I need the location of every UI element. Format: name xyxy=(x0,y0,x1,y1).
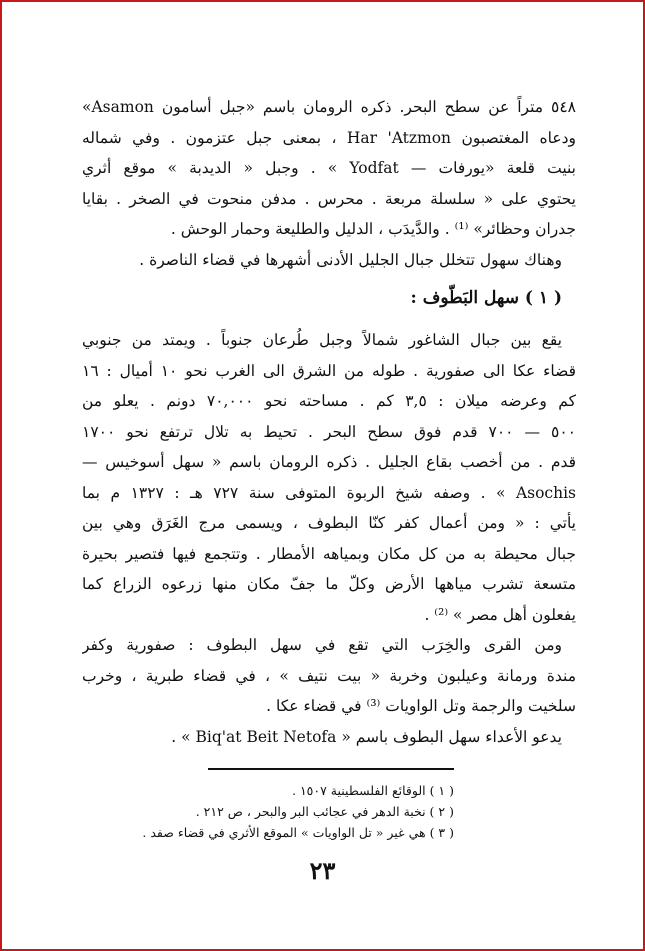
footnote-divider xyxy=(208,768,454,770)
text-line: وهناك سهول تتخلل جبال الجليل الأدنى أشهرها في قضاء الناصرة . xyxy=(139,250,562,269)
text-line: مندة ورمانة وعيلبون وخربة « بيت نتيف » ، في قضاء طبرية ، وخرب xyxy=(82,666,576,685)
text-line: بنيت قلعة «يورفات — Yodfat » . وجبل « الديدبة » موقع أثري xyxy=(82,159,576,177)
text-line: كم وعرضه ميلان : ٣,٥ كم . مساحته نحو ٧٠,٠٠٠ دونم . يعلو من xyxy=(82,392,576,410)
text-line: متسعة تشرب مياهها الأرض وكلّ ما جفّ مكان منها زرعوه الزراع كما xyxy=(82,575,576,593)
text-line: يأتي : « ومن أعمال كفر كنّا البطوف ، ويسمى مرج الغَرَق وهي بين xyxy=(82,514,576,532)
footnote-2: ( ٢ ) نخبة الدهر في عجائب البر والبحر ، ص ٢١٢ . xyxy=(195,804,454,819)
text-line: يحتوي على « سلسلة مربعة . محرس . مدفن منحوت في الصخر . بقايا xyxy=(82,189,576,208)
footnote-1: ( ١ ) الوقائع الفلسطينية ١٥٠٧ . xyxy=(292,783,454,798)
footnotes xyxy=(142,780,454,843)
page-number: ٢٣ xyxy=(309,856,336,885)
text-line: يدعو الأعداء سهل البطوف باسم « Biq'at Beit Netofa » . xyxy=(171,727,562,746)
text-line: ٥٤٨ متراً عن سطح البحر. ذكره الرومان باسم «جبل أسامون Asamon» xyxy=(82,98,576,116)
paragraph-3 xyxy=(82,630,576,722)
text-line: يقع بين جبال الشاغور شمالاً وجبل طُرعان جنوباً . ويمتد من جنوبي xyxy=(82,331,562,349)
text-line: Asochis » . وصفه شيخ الربوة المتوفى سنة ٧٢٧ هـ : ١٣٢٧ م بما xyxy=(82,483,576,502)
text-line: ٥٠٠ — ٧٠٠ قدم فوق سطح البحر . تحيط به تلال ترتفع نحو ١٧٠٠ xyxy=(82,422,576,441)
text-line: ومن القرى والخِرَب التي تقع في سهل البطوف : صفورية وكفر xyxy=(82,636,562,654)
page-body xyxy=(82,92,576,752)
paragraph-2 xyxy=(82,325,576,630)
text-line: قضاء عكا الى صفورية . طوله من الشرق الى الغرب نحو ١٠ أميال : ١٦ xyxy=(82,361,576,380)
text-line: ودعاه المغتصبون Har 'Atzmon ، بمعنى جبل عتزمون . وفي شماله xyxy=(82,128,576,147)
text-line: يفعلون أهل مصر » ⁽²⁾ . xyxy=(424,605,576,624)
text-line: سلخيت والرجمة وتل الواويات ⁽³⁾ في قضاء عكا . xyxy=(266,697,576,715)
text-line: جبال محيطة به من كل مكان وبمياهه الأمطار . وتتجمع فيها فتصير بحيرة xyxy=(82,544,576,563)
section-heading: ( ١ ) سهل البَطّوف : xyxy=(410,288,562,308)
text-line: قدم . من أخصب بقاع الجليل . ذكره الرومان باسم « سهل أسوخيس — xyxy=(82,453,576,471)
paragraph-4 xyxy=(82,722,576,753)
paragraph-1 xyxy=(82,92,576,275)
footnote-3: ( ٣ ) هي غير « تل الواويات » الموقع الأثري في قضاء صفد . xyxy=(142,825,454,840)
text-line: جدران وحظائر» ⁽¹⁾ . والدَّيدَب ، الدليل والطليعة وحمار الوحش . xyxy=(170,220,576,238)
